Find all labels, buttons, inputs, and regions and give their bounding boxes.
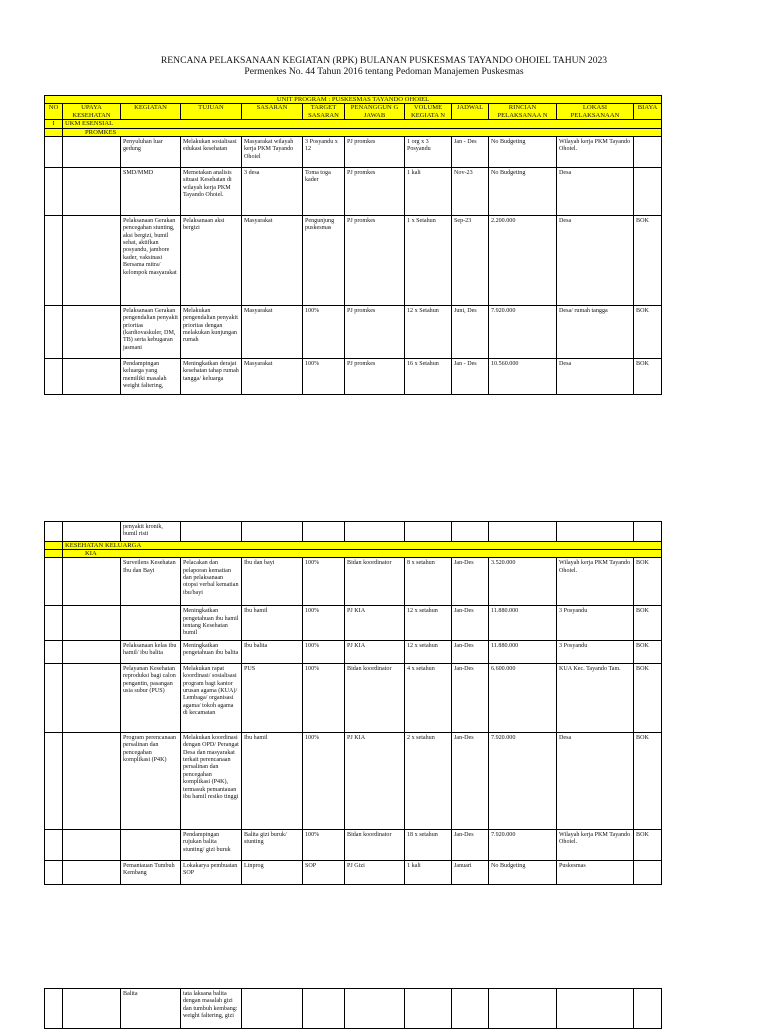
- volume-cell: 12 x setahun: [405, 640, 452, 663]
- upaya-cell: [63, 606, 121, 641]
- table-row: [45, 640, 662, 663]
- rincian-cell: 11.880.000: [489, 606, 557, 641]
- penanggung-jawab-cell: PJ promkes: [345, 215, 405, 305]
- rpk-table-part-3: [44, 988, 662, 1029]
- rincian-cell: No Budgeting: [489, 167, 557, 215]
- rincian-cell: 11.880.000: [489, 640, 557, 663]
- section-label: UKM ESENSIAL: [63, 120, 662, 128]
- sasaran-cell: 3 desa: [242, 167, 303, 215]
- biaya-cell: BOK: [634, 558, 662, 606]
- table-row: [45, 167, 662, 215]
- tujuan-cell: Lokakarya pembuatan SOP: [181, 860, 242, 884]
- lokasi-cell: Wilayah kerja PKM Tayando Ohoiel.: [557, 558, 634, 606]
- column-header: UPAYA KESEHATAN: [63, 104, 121, 120]
- kegiatan-cell: Penyuluhan luar gedung: [121, 136, 181, 167]
- no-cell: [45, 550, 63, 558]
- biaya-cell: BOK: [634, 829, 662, 860]
- kegiatan-cell: Pelaksanaan Gerakan pengendalian penyakit prioritas (kardiovaskuler, DM, TB) serta kebugaran jasmani: [121, 305, 181, 358]
- upaya-cell: [63, 663, 121, 732]
- jadwal-cell: Jan-Des: [452, 558, 489, 606]
- sasaran-cell: Ibu balita: [242, 640, 303, 663]
- table-row: [45, 732, 662, 829]
- target-cell: SOP: [303, 860, 345, 884]
- empty-cell: [181, 522, 242, 542]
- biaya-cell: [634, 860, 662, 884]
- penanggung-jawab-cell: PJ KIA: [345, 732, 405, 829]
- penanggung-jawab-cell: PJ promkes: [345, 167, 405, 215]
- lokasi-cell: 3 Posyandu: [557, 640, 634, 663]
- target-cell: 100%: [303, 558, 345, 606]
- penanggung-jawab-cell: Bidan koordinator: [345, 558, 405, 606]
- biaya-cell: [634, 136, 662, 167]
- volume-cell: 16 x Setahun: [405, 358, 452, 394]
- kegiatan-cell: Pendampingan keluarga yang memiliki masalah weight faltering,: [121, 358, 181, 394]
- no-cell: [45, 167, 63, 215]
- jadwal-cell: Jan-Des: [452, 829, 489, 860]
- penanggung-jawab-cell: Bidan koordinator: [345, 663, 405, 732]
- no-cell: [45, 541, 63, 549]
- biaya-cell: BOK: [634, 215, 662, 305]
- sasaran-cell: Ibu dan bayi: [242, 558, 303, 606]
- tujuan-cell: tata laksana balita dengan masalah gizi dan tumbuh kembang: weight faltering, gizi: [181, 989, 242, 1029]
- column-header: TUJUAN: [181, 104, 242, 120]
- jadwal-cell: Jan-Des: [452, 732, 489, 829]
- page-title: RENCANA PELAKSANAAN KEGIATAN (RPK) BULANAN PUSKESMAS TAYANDO OHOIEL TAHUN 2023: [160, 55, 608, 66]
- no-cell: [45, 860, 63, 884]
- rpk-table-part-1: [44, 95, 662, 395]
- empty-cell: [557, 522, 634, 542]
- target-cell: 3 Posyandu x 12: [303, 136, 345, 167]
- upaya-cell: [63, 358, 121, 394]
- tujuan-cell: Meningkatkan pengetahuan ibu hamil tentang Kesehatan bumil: [181, 606, 242, 641]
- column-header: TARGET SASARAN: [303, 104, 345, 120]
- empty-cell: [303, 989, 345, 1029]
- column-header: NO: [45, 104, 63, 120]
- column-header: LOKASI PELAKSANAAN: [557, 104, 634, 120]
- no-cell: [45, 522, 63, 542]
- jadwal-cell: Sep-23: [452, 215, 489, 305]
- no-cell: [45, 305, 63, 358]
- rincian-cell: 2.200.000: [489, 215, 557, 305]
- biaya-cell: BOK: [634, 606, 662, 641]
- empty-cell: [242, 522, 303, 542]
- upaya-cell: [63, 829, 121, 860]
- sasaran-cell: Linprog: [242, 860, 303, 884]
- section-number: I: [45, 120, 63, 128]
- no-cell: [45, 989, 63, 1029]
- table-row: [45, 305, 662, 358]
- tujuan-cell: Melakukan koordinasi dengan OPD/ Perangat Desa dan masyarakat terkait perencanaan persalinan dan pencegahan komplikasi (P4K), termasuk pemantauan ibu hamil resiko tinggi: [181, 732, 242, 829]
- empty-cell: [634, 989, 662, 1029]
- target-cell: Pengunjung puskesmas: [303, 215, 345, 305]
- table-row: [45, 358, 662, 394]
- empty-cell: [489, 522, 557, 542]
- volume-cell: 1 kali: [405, 860, 452, 884]
- table-row: [45, 606, 662, 641]
- biaya-cell: [634, 167, 662, 215]
- lokasi-cell: KUA Kec. Tayando Tam.: [557, 663, 634, 732]
- column-header: JADWAL: [452, 104, 489, 120]
- tujuan-cell: Pelacakan dan pelaporan kematian dan pelaksanaan otopsi verbal kematian ibu/bayi: [181, 558, 242, 606]
- upaya-cell: [63, 522, 121, 542]
- volume-cell: 1 x Setahun: [405, 215, 452, 305]
- upaya-cell: [63, 167, 121, 215]
- rincian-cell: No Budgeting: [489, 860, 557, 884]
- volume-cell: 12 x setahun: [405, 606, 452, 641]
- empty-cell: [303, 522, 345, 542]
- kegiatan-cell: Pemantauan Tumbuh Kembang: [121, 860, 181, 884]
- volume-cell: 18 x setahun: [405, 829, 452, 860]
- tujuan-cell: Meningkatkan pengetahuan ibu balita: [181, 640, 242, 663]
- no-cell: [45, 663, 63, 732]
- subsection-row: [45, 550, 662, 558]
- column-header: BIAYA: [634, 104, 662, 120]
- empty-cell: [452, 522, 489, 542]
- sasaran-cell: PUS: [242, 663, 303, 732]
- tujuan-cell: Melakukan rapat koordinasi/ sosialisasi program bagi kantor urusan agama (KUA)/ Lembaga/ organisasi agama/ tokoh agama di kecamatan: [181, 663, 242, 732]
- volume-cell: 4 x setahun: [405, 663, 452, 732]
- kegiatan-cell: Balita: [121, 989, 181, 1029]
- no-cell: [45, 640, 63, 663]
- subsection-label: PROMKES: [63, 128, 662, 136]
- penanggung-jawab-cell: PJ Gizi: [345, 860, 405, 884]
- no-cell: [45, 215, 63, 305]
- target-cell: 100%: [303, 640, 345, 663]
- biaya-cell: BOK: [634, 305, 662, 358]
- rincian-cell: 10.560.000: [489, 358, 557, 394]
- target-cell: 100%: [303, 829, 345, 860]
- tujuan-cell: Memetakan analisis situasi Kesehatan di wilayah kerja PKM Tayando Ohoiel.: [181, 167, 242, 215]
- sasaran-cell: Masyarakat: [242, 215, 303, 305]
- empty-cell: [405, 989, 452, 1029]
- volume-cell: 8 x setahun: [405, 558, 452, 606]
- penanggung-jawab-cell: PJ promkes: [345, 305, 405, 358]
- kegiatan-cell: [121, 606, 181, 641]
- no-cell: [45, 732, 63, 829]
- lokasi-cell: Wilayah kerja PKM Tayando Ohoiel.: [557, 136, 634, 167]
- sasaran-cell: Ibu hamil: [242, 606, 303, 641]
- column-header: KEGIATAN: [121, 104, 181, 120]
- empty-cell: [557, 989, 634, 1029]
- jadwal-cell: Jan - Des: [452, 358, 489, 394]
- target-cell: 100%: [303, 606, 345, 641]
- jadwal-cell: Juni, Des: [452, 305, 489, 358]
- tujuan-cell: Meningkatkan derajat kesehatan tahap rumah tangga/ keluarga: [181, 358, 242, 394]
- target-cell: 100%: [303, 732, 345, 829]
- tujuan-cell: Melakukan pengendalian penyakit prioritas dengan melakukan kunjungan rumah: [181, 305, 242, 358]
- table-row: [45, 558, 662, 606]
- empty-cell: [345, 989, 405, 1029]
- empty-cell: [634, 522, 662, 542]
- upaya-cell: [63, 215, 121, 305]
- penanggung-jawab-cell: PJ promkes: [345, 358, 405, 394]
- target-cell: 100%: [303, 305, 345, 358]
- volume-cell: 1 kali: [405, 167, 452, 215]
- upaya-cell: [63, 732, 121, 829]
- penanggung-jawab-cell: PJ KIA: [345, 640, 405, 663]
- continuation-row: [45, 522, 662, 542]
- lokasi-cell: Desa: [557, 732, 634, 829]
- target-cell: 100%: [303, 358, 345, 394]
- biaya-cell: BOK: [634, 358, 662, 394]
- empty-cell: [345, 522, 405, 542]
- jadwal-cell: Jan - Des: [452, 136, 489, 167]
- jadwal-cell: Januari: [452, 860, 489, 884]
- empty-cell: [489, 989, 557, 1029]
- table-row: [45, 829, 662, 860]
- jadwal-cell: Nov-23: [452, 167, 489, 215]
- column-header: PENANGGUN G JAWAB: [345, 104, 405, 120]
- tujuan-cell: Melakukan sosialisasi edukasi kesehatan: [181, 136, 242, 167]
- kegiatan-cell: penyakit kronik, bumil risti: [121, 522, 181, 542]
- jadwal-cell: Jan-Des: [452, 640, 489, 663]
- rincian-cell: 7.920.000: [489, 829, 557, 860]
- rincian-cell: 7.920.000: [489, 732, 557, 829]
- volume-cell: 1 org x 3 Posyandu: [405, 136, 452, 167]
- target-cell: Toma toga kader: [303, 167, 345, 215]
- rpk-table-part-2: [44, 521, 662, 885]
- continuation-row: [45, 989, 662, 1029]
- page-subtitle: Permenkes No. 44 Tahun 2016 tentang Pedoman Manajemen Puskesmas: [244, 66, 524, 77]
- lokasi-cell: Desa: [557, 167, 634, 215]
- table-row: [45, 215, 662, 305]
- biaya-cell: BOK: [634, 663, 662, 732]
- lokasi-cell: Desa: [557, 215, 634, 305]
- kegiatan-cell: Pelaksanaan kelas ibu hamil/ ibu balita: [121, 640, 181, 663]
- tujuan-cell: Pelaksanaan aksi bergizi: [181, 215, 242, 305]
- empty-cell: [452, 989, 489, 1029]
- empty-cell: [405, 522, 452, 542]
- subsection-row: [45, 128, 662, 136]
- sasaran-cell: Ibu hamil: [242, 732, 303, 829]
- kegiatan-cell: Pelaksanaan Gerakan pencegahan stunting, aksi bergizi, bumil sehat, aktifkan posyandu, jambore kader, vaksinasi Bersama mitra/ kelompok masyarakat: [121, 215, 181, 305]
- tujuan-cell: Pendampingan rujukan balita stunting/ gizi buruk: [181, 829, 242, 860]
- upaya-cell: [63, 989, 121, 1029]
- subsection-row: [45, 541, 662, 549]
- upaya-cell: [63, 640, 121, 663]
- column-header: RINCIAN PELAKSANAA N: [489, 104, 557, 120]
- upaya-cell: [63, 136, 121, 167]
- rincian-cell: 3.520.000: [489, 558, 557, 606]
- unit-program-label: UNIT PROGRAM : PUSKESMAS TAYANDO OHOIEL: [45, 96, 662, 104]
- table-row: [45, 663, 662, 732]
- upaya-cell: [63, 558, 121, 606]
- kegiatan-cell: Program perencanaan persalinan dan pencegahan komplikasi (P4K): [121, 732, 181, 829]
- kegiatan-cell: [121, 829, 181, 860]
- penanggung-jawab-cell: PJ KIA: [345, 606, 405, 641]
- kegiatan-cell: Pelayanan Kesehatan reproduksi bagi calon pengantin, pasangan usia subur (PUS): [121, 663, 181, 732]
- column-header: SASARAN: [242, 104, 303, 120]
- volume-cell: 2 x setahun: [405, 732, 452, 829]
- column-header: VOLUME KEGIATA N: [405, 104, 452, 120]
- sasaran-cell: Masyarakat: [242, 305, 303, 358]
- lokasi-cell: Desa/ rumah tangga: [557, 305, 634, 358]
- upaya-cell: [63, 860, 121, 884]
- penanggung-jawab-cell: Bidan koordinator: [345, 829, 405, 860]
- lokasi-cell: Wilayah kerja PKM Tayando Ohoiel.: [557, 829, 634, 860]
- no-cell: [45, 558, 63, 606]
- sasaran-cell: Masyarakat: [242, 358, 303, 394]
- jadwal-cell: Jan-Des: [452, 663, 489, 732]
- volume-cell: 12 x Setahun: [405, 305, 452, 358]
- target-cell: 100%: [303, 663, 345, 732]
- subsection-label: KIA: [63, 550, 662, 558]
- lokasi-cell: 3 Posyandu: [557, 606, 634, 641]
- upaya-cell: [63, 305, 121, 358]
- lokasi-cell: Puskesmas: [557, 860, 634, 884]
- sasaran-cell: Balita gizi buruk/ stunting: [242, 829, 303, 860]
- biaya-cell: BOK: [634, 640, 662, 663]
- sasaran-cell: Masyarakat wilayah kerja PKM Tayando Ohoiel: [242, 136, 303, 167]
- no-cell: [45, 606, 63, 641]
- subsection-label: KESEHATAN KELUARGA: [63, 541, 662, 549]
- empty-cell: [242, 989, 303, 1029]
- no-cell: [45, 136, 63, 167]
- rincian-cell: No Budgeting: [489, 136, 557, 167]
- kegiatan-cell: SMD/MMD: [121, 167, 181, 215]
- rincian-cell: 6.600.000: [489, 663, 557, 732]
- table-row: [45, 136, 662, 167]
- penanggung-jawab-cell: PJ promkes: [345, 136, 405, 167]
- jadwal-cell: Jan-Des: [452, 606, 489, 641]
- biaya-cell: BOK: [634, 732, 662, 829]
- section-row: [45, 120, 662, 128]
- kegiatan-cell: Surveilens Kesehatan Ibu dan Bayi: [121, 558, 181, 606]
- no-cell: [45, 128, 63, 136]
- rincian-cell: 7.920.000: [489, 305, 557, 358]
- no-cell: [45, 829, 63, 860]
- lokasi-cell: Desa: [557, 358, 634, 394]
- no-cell: [45, 358, 63, 394]
- table-row: [45, 860, 662, 884]
